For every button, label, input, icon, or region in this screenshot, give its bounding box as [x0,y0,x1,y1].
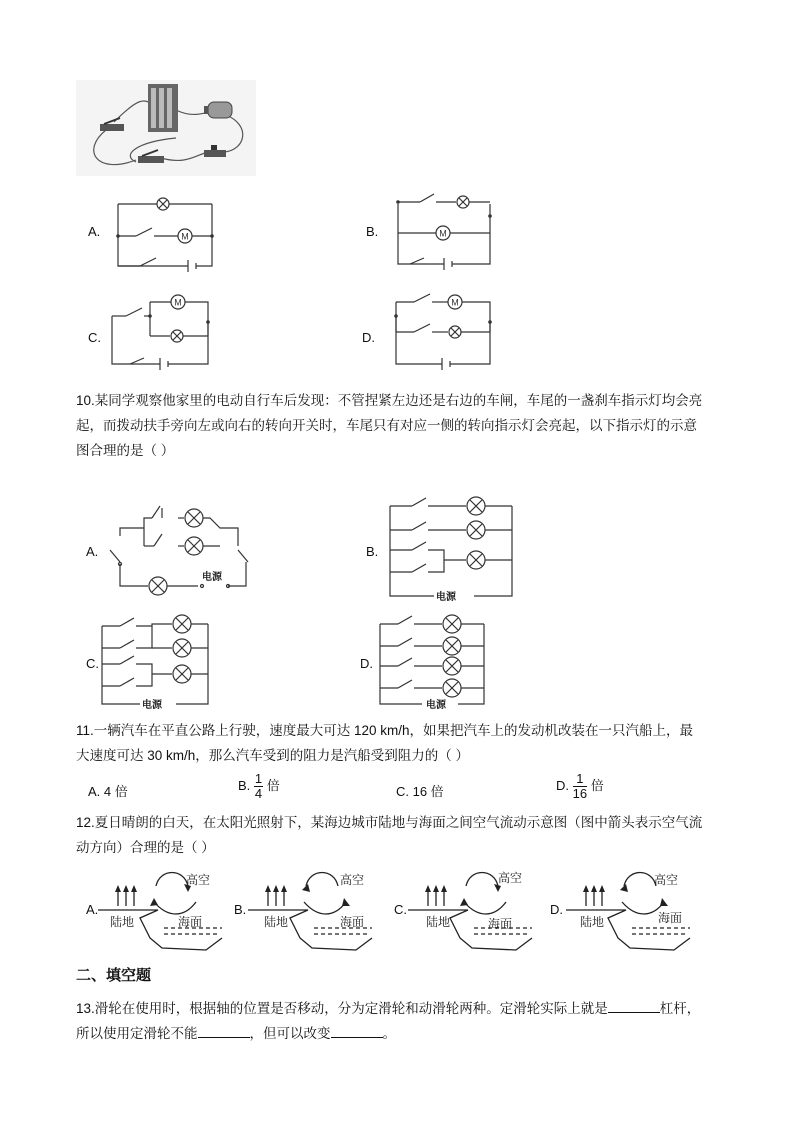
q12-b-high-label: 高空 [340,873,365,887]
q10-stem-line2: 起，而拨动扶手旁向左或向右的转向开关时，车尾只有对应一侧的转向指示灯会亮起，以下指示灯的示意 [76,418,697,433]
q10-option-b-label[interactable]: B. [366,544,379,559]
q12-option-a-label[interactable]: A. [86,902,99,917]
q13-line2-text-end: 。 [382,1026,396,1041]
q13-line1 [76,996,700,1021]
q10-d-power-label: 电源 [426,700,446,711]
q12-stem-line1: 12.夏日晴朗的白天，在太阳光照射下，某海边城市陆地与海面之间空气流动示意图（图中箭头表示空气流 [76,815,703,830]
q12-diagram-b [248,862,378,954]
q11-b-numerator: 1 [254,771,263,786]
q9-circuit-c [100,292,230,378]
q11-option-d-fraction [573,772,587,801]
q12-option-c-label[interactable]: C. [394,902,407,917]
q12-d-high-label: 高空 [654,873,679,887]
q10-circuit-c [98,612,218,712]
q13-blank-3[interactable] [331,1023,383,1038]
q12-a-land-label: 陆地 [110,915,135,929]
q9-option-c-label[interactable]: C. [88,330,101,345]
q12-option-b-label[interactable]: B. [234,902,247,917]
q11-b-denominator: 4 [254,786,263,801]
q12-b-sea-label: 海面 [340,915,365,929]
q12-d-land-label: 陆地 [580,915,605,929]
q12-b-land-label: 陆地 [264,915,289,929]
q11-option-b-fraction [254,772,263,801]
q11-option-d[interactable] [556,772,604,801]
q10-option-d-label[interactable]: D. [360,656,373,671]
q13-line1-text: 13.滑轮在使用时，根据轴的位置是否移动，分为定滑轮和动滑轮两种。定滑轮实际上就是 [76,1001,608,1016]
q9-option-a-label[interactable]: A. [88,224,101,239]
q10-c-power-label: 电源 [142,700,162,711]
q11-option-b[interactable] [238,772,280,801]
battery-pack [148,84,178,132]
q12-c-land-label: 陆地 [426,915,451,929]
q11-stem-line1: 11.一辆汽车在平直公路上行驶，速度最大可达 120 km/h，如果把汽车上的发动机改装在一只汽船上，最 [76,723,694,738]
q10-circuit-d [376,612,496,712]
q10-option-c-label[interactable]: C. [86,656,99,671]
q13-blank-1[interactable] [608,998,660,1013]
q9-option-d-label[interactable]: D. [362,330,375,345]
svg-text:M: M [451,297,459,308]
q11-option-d-suffix: 倍 [590,777,604,793]
q12-diagram-a [98,862,228,954]
q12-a-high-label: 高空 [186,873,211,887]
q12-c-high-label: 高空 [498,871,523,885]
q12-diagram-d [566,862,696,954]
q13-line2-text-mid: ，但可以改变 [249,1026,331,1041]
q12-c-sea-label: 海面 [488,917,513,931]
q11-option-a[interactable]: A. 4 倍 [88,784,128,799]
q11-d-numerator: 1 [573,772,587,787]
q11-d-denominator: 16 [572,786,588,801]
svg-text:M: M [439,228,447,239]
q13-line1-text-end: 杠杆， [659,1001,701,1016]
q11-option-d-prefix: D. [556,777,569,793]
section-title-fill-in: 二、填空题 [76,967,152,984]
q10-a-power-label: 电源 [202,572,222,583]
q12-diagram-c [408,858,538,950]
q11-option-c[interactable]: C. 16 倍 [396,784,444,799]
q10-stem-line1: 10.某同学观察他家里的电动自行车后发现：不管捏紧左边还是右边的车闸，车尾的一盏刹车指示灯均会亮 [76,393,703,408]
q12-a-sea-label: 海面 [178,915,203,929]
q9-option-b-label[interactable]: B. [366,224,379,239]
q13-line2-text: 所以使用定滑轮不能 [76,1026,198,1041]
apparatus-illustration [76,80,256,176]
q12-option-d-label[interactable]: D. [550,902,563,917]
q12-stem-line2: 动方向）合理的是（ ） [76,840,215,855]
svg-text:M: M [181,231,189,242]
q10-circuit-b [384,496,524,606]
q10-stem-line3: 图合理的是（ ） [76,443,175,458]
q13-line2 [76,1021,396,1046]
q11-stem-line2: 大速度可达 30 km/h，那么汽车受到的阻力是汽船受到阻力的（ ） [76,748,470,763]
q10-b-power-label: 电源 [436,592,456,603]
q12-d-sea-label: 海面 [658,911,683,925]
q13-blank-2[interactable] [198,1023,250,1038]
q9-circuit-d [378,292,508,378]
q10-option-a-label[interactable]: A. [86,544,99,559]
svg-text:M: M [174,297,182,308]
q10-circuit-a [98,498,258,598]
q11-option-b-prefix: B. [238,777,251,793]
q9-circuit-a [100,186,230,272]
q9-circuit-b [380,186,500,272]
q11-option-b-suffix: 倍 [266,777,280,793]
